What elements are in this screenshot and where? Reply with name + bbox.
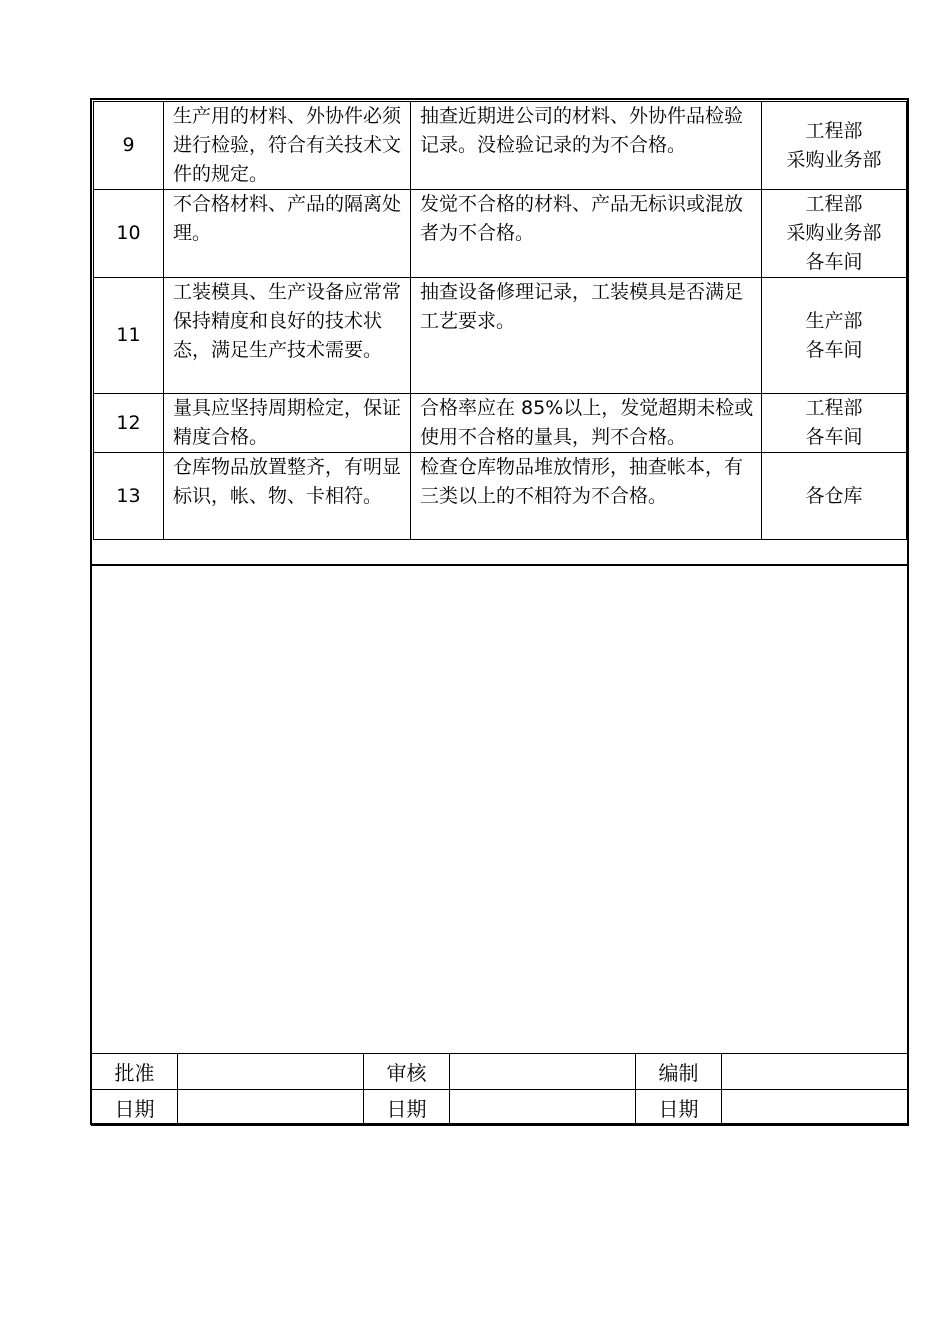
department-name: 工程部 (805, 193, 863, 215)
prepare-date-field[interactable] (722, 1090, 909, 1126)
check-method-cell: 发觉不合格的材料、产品无标识或混放者为不合格。 (411, 190, 762, 278)
department-cell (762, 102, 907, 190)
department-cell (762, 190, 907, 278)
department-name: 各车间 (805, 338, 863, 361)
signoff-table (91, 1053, 909, 1126)
prepare-signature-field[interactable] (722, 1054, 909, 1090)
department-name: 工程部 (805, 397, 863, 419)
department-cell (762, 394, 907, 453)
review-signature-field[interactable] (450, 1054, 636, 1090)
requirement-cell: 量具应坚持周期检定，保证精度合格。 (164, 394, 411, 453)
department-name: 各仓库 (805, 484, 863, 507)
date-row (92, 1090, 909, 1126)
table-row (94, 278, 907, 394)
department-name: 采购业务部 (786, 222, 882, 244)
row-number: 10 (94, 190, 164, 278)
approve-label: 批准 (92, 1054, 178, 1090)
department-name: 采购业务部 (786, 148, 882, 171)
requirement-cell: 仓库物品放置整齐，有明显标识，帐、物、卡相符。 (164, 453, 411, 540)
department-cell (762, 453, 907, 540)
requirement-cell: 工装模具、生产设备应常常保持精度和良好的技术状态，满足生产技术需要。 (164, 278, 411, 394)
department-name: 各车间 (805, 251, 863, 273)
approve-date-field[interactable] (178, 1090, 364, 1126)
department-cell (762, 278, 907, 394)
department-name: 各车间 (805, 426, 863, 448)
row-number: 12 (94, 394, 164, 453)
section-divider (90, 564, 909, 566)
date-label: 日期 (636, 1090, 722, 1126)
requirement-cell: 生产用的材料、外协件必须进行检验，符合有关技术文件的规定。 (164, 102, 411, 190)
review-date-field[interactable] (450, 1090, 636, 1126)
check-method-cell: 抽查设备修理记录，工装模具是否满足工艺要求。 (411, 278, 762, 394)
check-method-cell: 抽查近期进公司的材料、外协件品检验记录。没检验记录的为不合格。 (411, 102, 762, 190)
row-number: 9 (94, 102, 164, 190)
table-row (94, 190, 907, 278)
row-number: 13 (94, 453, 164, 540)
check-method-cell: 合格率应在 85%以上，发觉超期未检或使用不合格的量具，判不合格。 (411, 394, 762, 453)
department-name: 工程部 (805, 119, 863, 142)
prepare-label: 编制 (636, 1054, 722, 1090)
department-name: 生产部 (805, 309, 863, 332)
date-label: 日期 (364, 1090, 450, 1126)
requirement-cell: 不合格材料、产品的隔离处理。 (164, 190, 411, 278)
table-row (94, 394, 907, 453)
inspection-table (93, 101, 907, 540)
review-label: 审核 (364, 1054, 450, 1090)
approve-signature-field[interactable] (178, 1054, 364, 1090)
table-row (94, 453, 907, 540)
row-number: 11 (94, 278, 164, 394)
date-label: 日期 (92, 1090, 178, 1126)
check-method-cell: 检查仓库物品堆放情形，抽查帐本，有三类以上的不相符为不合格。 (411, 453, 762, 540)
table-row (94, 102, 907, 190)
signoff-row (92, 1054, 909, 1090)
